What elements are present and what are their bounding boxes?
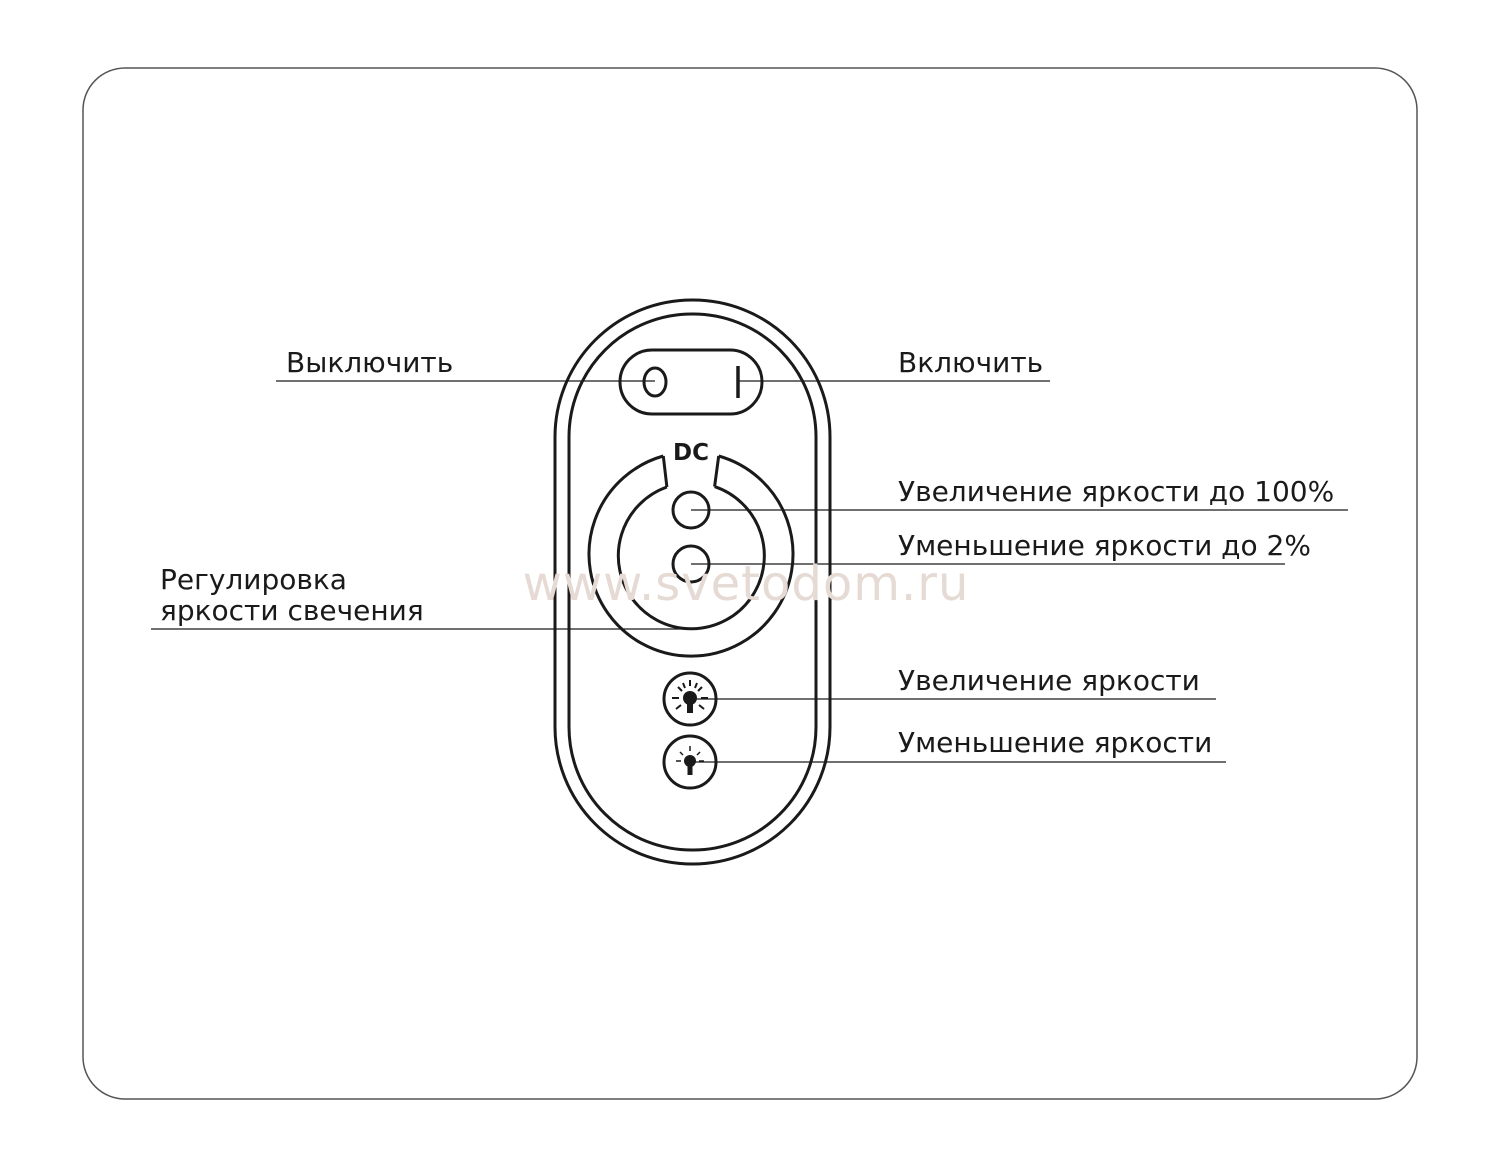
bulb-bright-icon [672, 680, 708, 713]
dc-mode-label: DC [673, 440, 709, 466]
label-brightness-control-line1: Регулировка [160, 563, 347, 596]
label-off: Выключить [286, 346, 454, 379]
label-brightness-control-line2: яркости свечения [160, 594, 424, 627]
label-brightness-down: Уменьшение яркости [898, 726, 1213, 759]
label-brightness-up: Увеличение яркости [898, 664, 1200, 697]
label-brightness-up-100: Увеличение яркости до 100% [898, 475, 1335, 508]
watermark: www.svetodom.ru [522, 556, 970, 612]
power-off-icon[interactable] [644, 368, 666, 396]
label-on: Включить [898, 346, 1044, 379]
bulb-dim-icon [676, 746, 704, 775]
label-brightness-down-2: Уменьшение яркости до 2% [898, 529, 1311, 562]
power-switch[interactable] [620, 350, 762, 414]
